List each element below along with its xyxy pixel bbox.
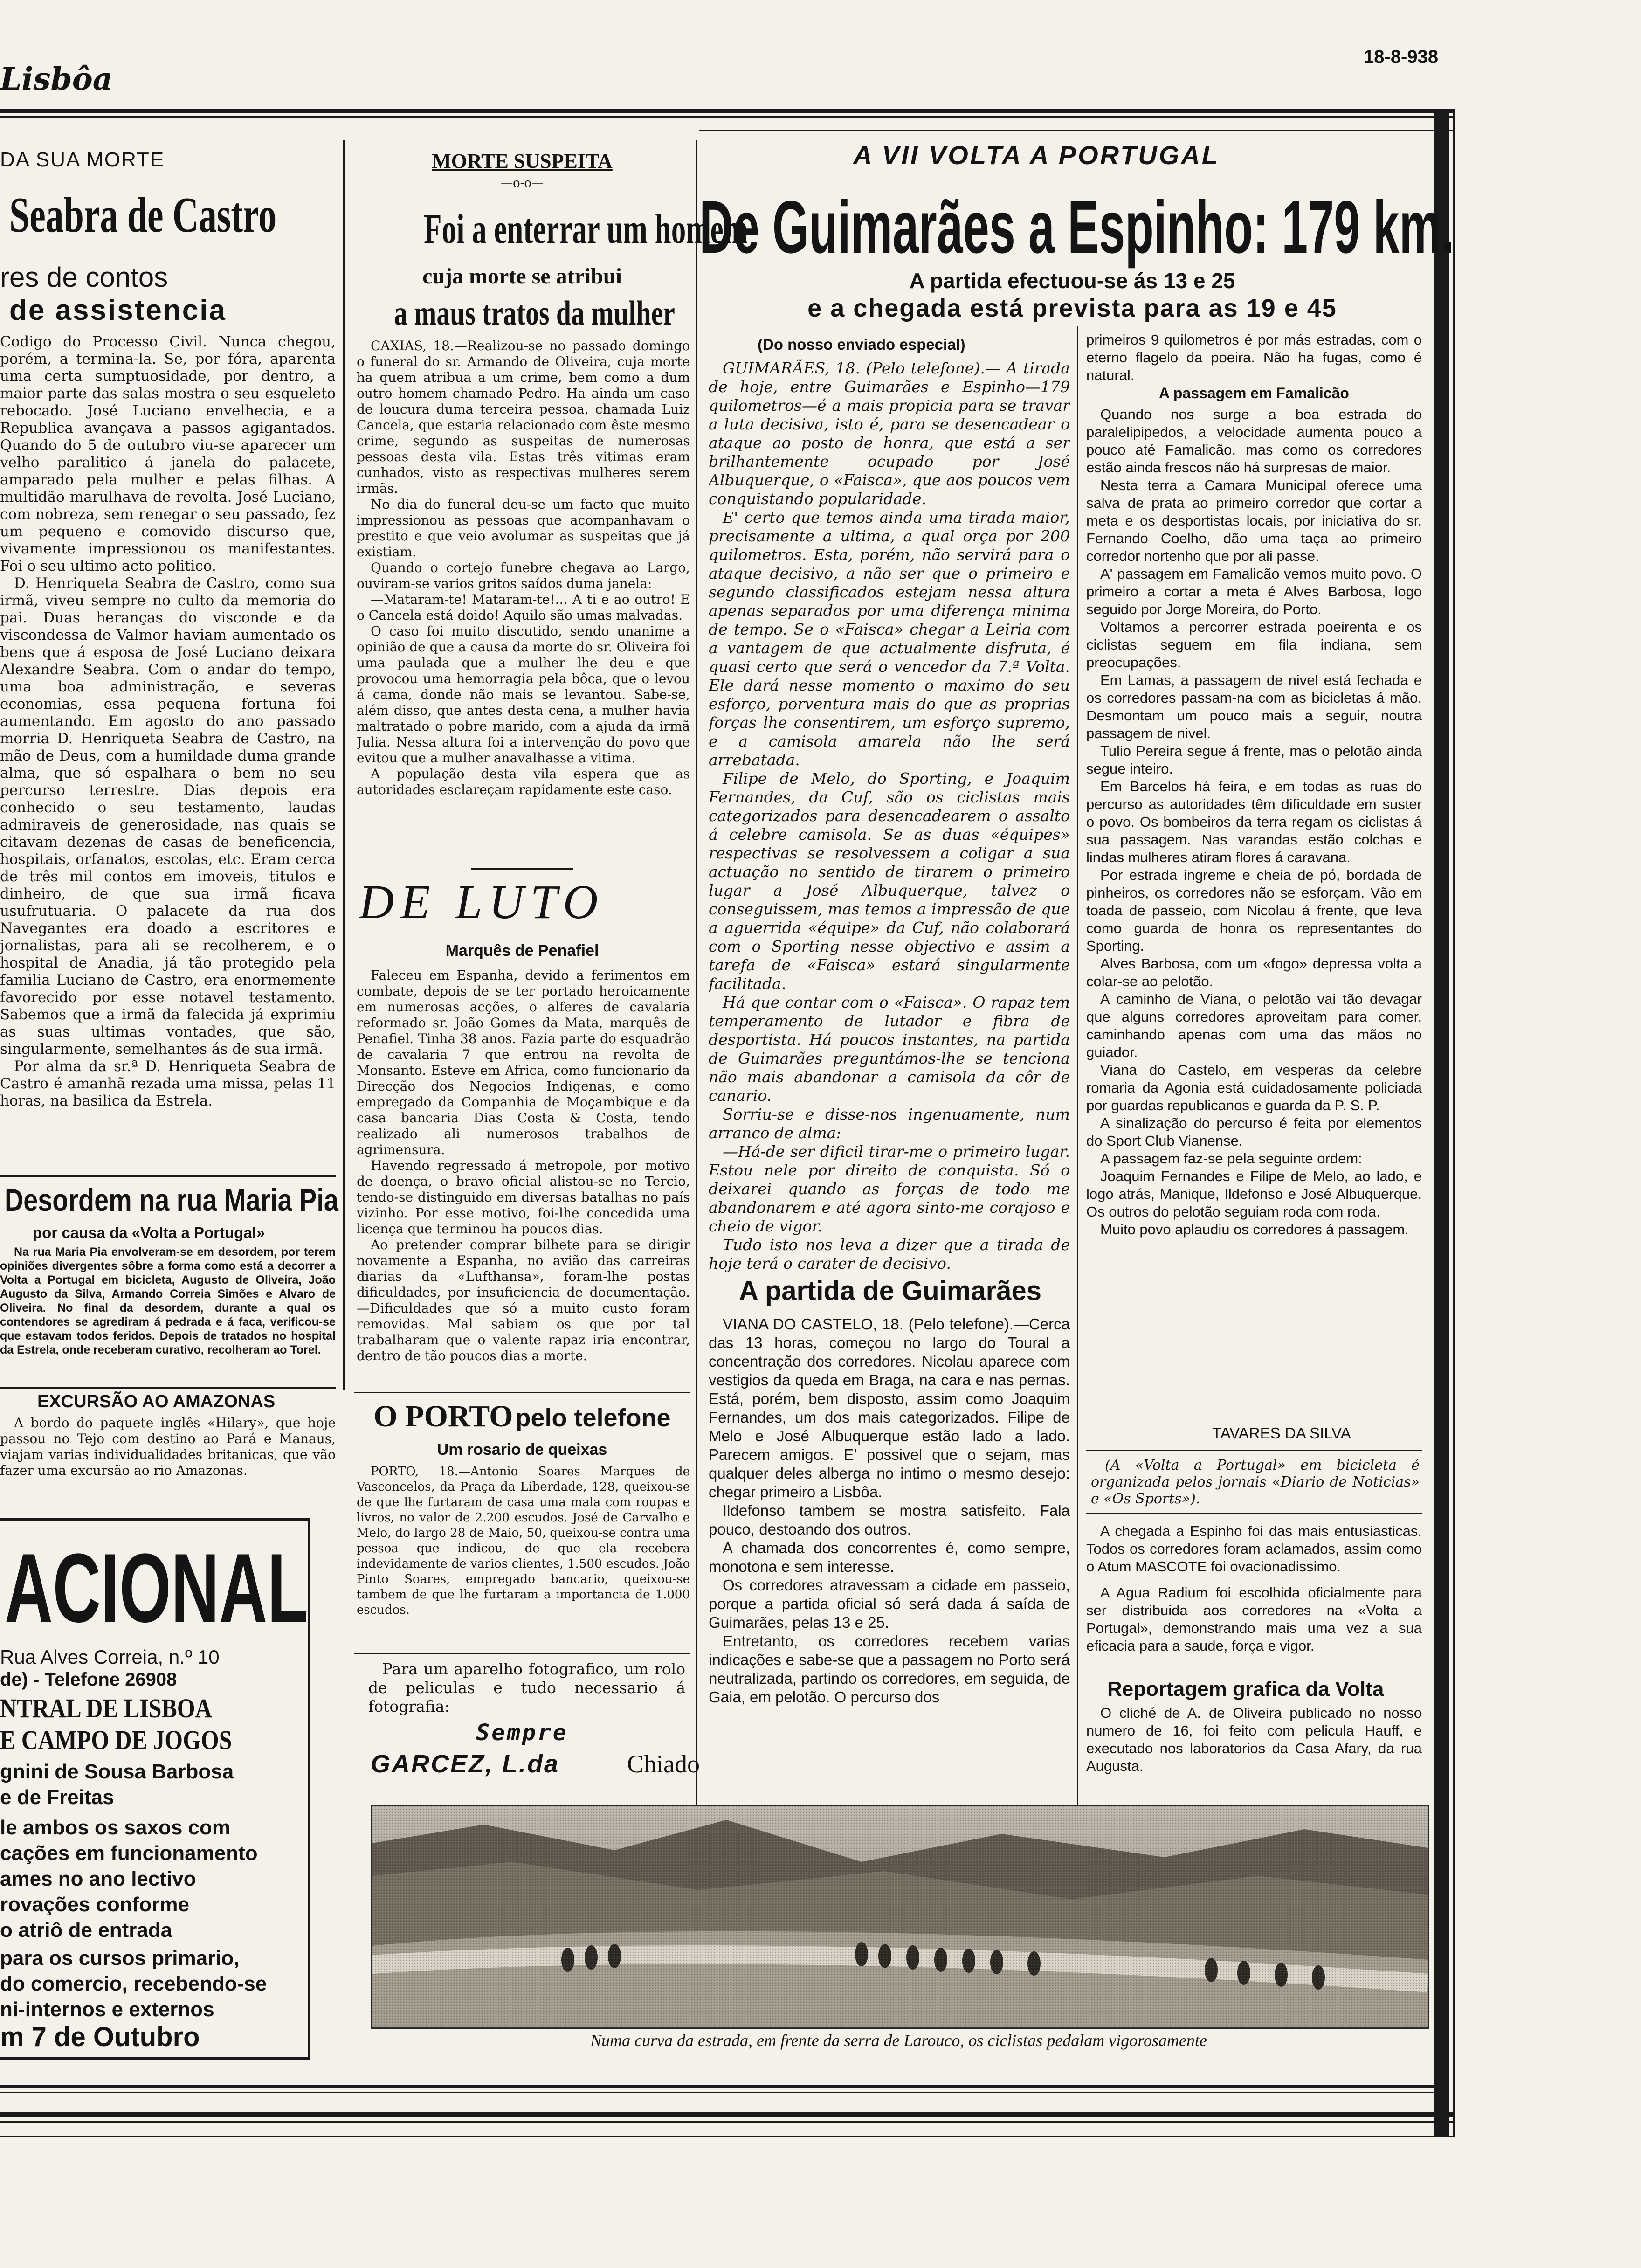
partida-paragraph: Ildefonso tambem se mostra satisfeito. Fala pouco, destoando dos outros.	[709, 1502, 1070, 1538]
porto-paragraph: PORTO, 18.—Antonio Soares Marques de Vasconcelos, da Praça da Liberdade, 128, queixou-se de que lhe furtaram de casa uma mala com roupas e livros, no valor de 2.200 escudos. José de Carvalho e Melo, do largo 28 de Maio, 50, queixou-se contra uma pessoa que indicou, de que ela recebera indevidamente de varios clientes, 1.500 escudos. João Pinto Soares, empregado bancario, queixou-se tambem de que lhe furtaram a importancia de 1.000 escudos.	[357, 1465, 690, 1617]
col1-rule-desordem	[0, 1175, 336, 1177]
volta-note-text: (A «Volta a Portugal» em bicicleta é organizada pelos jornais «Diario de Noticias» e «Os Sports»).	[1091, 1457, 1420, 1507]
ad-nacional-line: NTRAL DE LISBOA	[0, 1693, 212, 1723]
ad-nacional-line: ames no ano lectivo	[0, 1867, 196, 1890]
desordem-title: Desordem na rua Maria Pia	[5, 1182, 338, 1218]
excursao-title: EXCURSÃO AO AMAZONAS	[37, 1392, 276, 1411]
ad-nacional-big: ACIONAL	[5, 1533, 308, 1643]
ad-nacional-line: E CAMPO DE JOGOS	[0, 1725, 232, 1755]
volta-byline: (Do nosso enviado especial)	[758, 336, 965, 353]
famalicao-paragraph: Viana do Castelo, em vesperas da celebre romaria da Agonia está cuidadosamente policiada por guardas republicanos e guarda da P. S. P.	[1086, 1062, 1422, 1113]
col2-body	[357, 338, 690, 853]
famalicao-paragraph: A sinalização do percurso é feita por elementos do Sport Club Vianense.	[1086, 1115, 1422, 1149]
famalicao-paragraph: Voltamos a percorrer estrada poeirenta e os ciclistas seguem em fila indiana, sem preocupações.	[1086, 619, 1422, 671]
volta-paragraph-c: primeiros 9 quilometros é por más estradas, com o eterno flagelo da poeira. Não ha fugas, como é natural.	[1086, 332, 1422, 383]
bottom-rule-5	[0, 2136, 1455, 2137]
volta-signature: TAVARES DA SILVA	[1212, 1424, 1351, 1442]
masthead-name: Lisbôa	[0, 61, 113, 97]
famalicao-paragraph: Por estrada ingreme e cheia de pó, bordada de pinheiros, os corredores não se esforçam. Vão em toada de passeio, com Nicolau á frente, que leva como guarda de honra os representantes do Sporting.	[1086, 867, 1422, 954]
partida-paragraph: Os corredores atravessam a cidade em passeio, porque a partida oficial só será dada á saída de Guimarães, pelas 13 e 25.	[709, 1577, 1070, 1631]
volta-body-col-a	[709, 359, 1070, 1273]
col2-paragraph: —Mataram-te! Mataram-te!... A ti e ao outro! E o Cancela está doido! Aquilo são umas malvadas.	[357, 592, 690, 623]
ad-nacional-line: do comercio, recebendo-se	[0, 1972, 267, 1995]
garcez-rule-top	[354, 1653, 690, 1654]
col2-paragraph: O caso foi muito discutido, sendo unanime a opinião de que a causa da morte do sr. Oliveira foi uma paulada que a mulher lhe deu e que provocou uma hemorragia pela bôca, que o levou á cama, donde não mais se levantou. Sabe-se, além disso, que antes desta cena, a mulher havia maltratado o pobre marido, com a ajuda da irmã Julia. Nessa altura foi a intervenção do povo que evitou que a mulher anavalhasse a vitima.	[357, 623, 690, 766]
volta-headline-text: De Guimarães a Espinho: 179 km.	[699, 185, 1455, 269]
col2-headline-2: cuja morte se atribui	[422, 264, 622, 289]
luto-title: DE LUTO	[359, 875, 605, 929]
luto-paragraph: Havendo regressado á metropole, por motivo de doença, o bravo oficial alistou-se no Tercio, tendo-se distinguido em diversas batalhas no país vizinho. Por esse motivo, foi-lhe concedida uma licença que terminou ha poucos dias.	[357, 1158, 690, 1237]
masthead-rule-under-volta	[699, 130, 1455, 131]
col1-kicker: DA SUA MORTE	[0, 148, 165, 171]
famalicao-paragraph: Joaquim Fernandes e Filipe de Melo, ao lado, e logo atrás, Manique, Ildefonso e José Albuquerque. Os outros do pelotão seguiam roda com roda.	[1086, 1168, 1422, 1220]
luto-paragraph: Ao pretender comprar bilhete para se dirigir novamente a Espanha, no avião das carreiras diarias da «Lufthansa», foram-lhe postas dificuldades, por insuficiencia de documentação.—Dificuldades que só a muito custo foram removidas. Mal sabiam os que por tal trabalharam que o valente rapaz iria encontrar, dentro de tão poucos dias a morte.	[357, 1237, 690, 1363]
famalicao-paragraph: Muito povo aplaudiu os corredores á passagem.	[1100, 1221, 1409, 1238]
photo-caption: Numa curva da estrada, em frente da serra de Larouco, os ciclistas pedalam vigorosamente	[590, 2031, 1207, 2050]
right-edge-thin-bar	[1453, 109, 1455, 2137]
garcez-ad-name: GARCEZ, L.da	[371, 1750, 560, 1778]
famalicao-paragraph: Alves Barbosa, com um «fogo» depressa volta a colar-se ao pelotão.	[1086, 955, 1422, 989]
famalicao-paragraph: A caminho de Viana, o pelotão vai tão devagar que alguns corredores aproveitam para comer, caminhando apenas com uma das mãos no guiador.	[1086, 991, 1422, 1060]
porto-body	[357, 1464, 690, 1646]
volta-body-col-b	[709, 1315, 1070, 1809]
ad-nacional-line: o atriô de entrada	[0, 1919, 172, 1942]
volta-note-rule-bottom	[1086, 1513, 1422, 1514]
desordem-body	[0, 1245, 336, 1385]
volta-paragraph: Filipe de Melo, do Sporting, e Joaquim Fernandes, da Cuf, são os ciclistas mais categorizados para desencadearem o assalto á celebre camisola. Se as duas «équipes» respectivas se resolvessem a coligar a sua actuação no sentido de tirarem o primeiro lugar a José Albuquerque, talvez o conseguissem, mas temos a impressão de que a aguerrida «équipe» da Cuf, não colaborará com o Sporting nesse objectivo e assim a tarefa de «Faisca» estará singularmente facilitada.	[709, 769, 1070, 993]
bottom-rule-4	[0, 2121, 1455, 2123]
bottom-rule-2	[0, 2092, 1436, 2093]
garcez-ad-sempre: Sempre	[476, 1720, 568, 1746]
garcez-ad-chiado: Chiado	[627, 1750, 700, 1778]
ad-nacional-line: cações em funcionamento	[0, 1842, 258, 1865]
cyclists-photo	[371, 1805, 1429, 2029]
volta-deck-2: e a chegada está prevista para as 19 e 45	[807, 294, 1337, 322]
bottom-rule-3	[0, 2112, 1455, 2117]
masthead-date: 18-8-938	[1364, 47, 1439, 67]
partida-title: A partida de Guimarães	[739, 1276, 1041, 1306]
volta-paragraph: Tudo isto nos leva a dizer que a tirada de hoje terá o carater de decisivo.	[709, 1236, 1070, 1272]
volta-body-col-d	[1086, 406, 1422, 1422]
ad-nacional-line: rovações conforme	[0, 1893, 189, 1916]
luto-body	[357, 968, 690, 1383]
right-edge-bar	[1434, 109, 1449, 2137]
famalicao-paragraph: A passagem faz-se pela seguinte ordem:	[1100, 1150, 1362, 1167]
garcez-ad-paragraph: Para um aparelho fotografico, um rolo de peliculas e tudo necessario á fotografia:	[368, 1660, 685, 1715]
cyclists-photo-illustration	[372, 1806, 1428, 2027]
col2-headline-3-text: a maus tratos da mulher	[394, 294, 675, 332]
ad-nacional-line: de) - Telefone 26908	[0, 1669, 177, 1690]
desordem-paragraph: Na rua Maria Pia envolveram-se em desordem, por terem opiniões divergentes sôbre a forma como está a decorrer a Volta a Portugal em bicicleta, Augusto de Oliveira, João Augusto da Silva, Armando Correia Simões e Alvaro de Oliveira. No final da desordem, durante a qual os contendores se agrediram á pedrada e á faca, verificou-se que estavam todos feridos. Depois de tratados no hospital da Estrela, onde receberam curativo, recolheram ao Torel.	[0, 1245, 336, 1356]
volta-body-col-c	[1086, 331, 1422, 392]
partida-paragraph: VIANA DO CASTELO, 18. (Pelo telefone).—Cerca das 13 horas, começou no largo do Toural a concentração dos corredores. Nicolau aparece com vestigios da queda em Braga, na cara e nas pernas. Está, porém, bem disposto, assim como Joaquim Fernandes, um dos mais categorizados. Filipe de Melo e José Albuquerque estão lado a lado. Parecem amigos. E' possivel que o sejam, mas qualquer deles alberga no intimo o mesmo desejo: chegar primeiro a Lisbôa.	[709, 1315, 1070, 1500]
porto-title	[354, 1399, 690, 1434]
masthead-rule-top	[0, 109, 1455, 113]
ad-nacional-line: ni-internos e externos	[0, 1998, 214, 2021]
porto-subtitle: Um rosario de queixas	[437, 1441, 607, 1459]
reportagem-body	[1086, 1704, 1422, 1784]
garcez-ad-text	[368, 1660, 685, 1721]
volta-note-rule-top	[1086, 1450, 1422, 1451]
volta-paragraph: Sorriu-se e disse-nos ingenuamente, num arranco de alma:	[709, 1105, 1070, 1142]
col1-body	[0, 333, 336, 1168]
ad-nacional-line: e de Freitas	[0, 1786, 114, 1809]
column-rule-2	[696, 140, 697, 1986]
col2-ornament: —o-o—	[500, 176, 544, 190]
col1-paragraph: Codigo do Processo Civil. Nunca chegou, porém, a termina-la. Se, por fóra, aparenta uma certa sumptuosidade, por dentro, a maior parte das salas mostra o seu esqueleto rebocado. José Luciano envelhecia, e a Republica avançava a passos agigantados. Quando do 5 de outubro viu-se aparecer um velho paralitico á janela do palacete, amparado pela mulher e pelas filhas. A multidão marulhava de revolta. José Luciano, com nobreza, sem renegar o seu passado, fez um pequeno e comovido discurso que, vivamente impressionou os manifestantes. Foi o seu ultimo acto politico.	[0, 333, 336, 574]
desordem-subtitle: por causa da «Volta a Portugal»	[33, 1224, 265, 1241]
col1-sub2: de assistencia	[9, 294, 227, 326]
partida-paragraph: Entretanto, os corredores recebem varias indicações e sabe-se que a passagem no Porto será neutralizada, partindo os corredores, em seguida, de Gaia, em pelotão. O percurso dos	[709, 1632, 1070, 1706]
col2-paragraph: Quando o cortejo funebre chegava ao Largo, ouviram-se varios gritos saídos duma janela:	[357, 560, 690, 591]
volta-paragraph: —Há-de ser dificil tirar-me o primeiro lugar. Estou nele por direito de conquista. Só o deixarei quando as forças de todo me abandonarem e até agora sinto-me corajoso e cheio de vigor.	[709, 1142, 1070, 1235]
volta-paragraph: E' certo que temos ainda uma tirada maior, precisamente a ultima, a qual orça por 200 quilometros. Esta, porém, não servirá para o ataque decisivo, a não ser que o primeiro e segundo classificados estejam nessa altura apenas separados por uma diferença minima de tempo. Se o «Faisca» chegar a Leiria com a vantagem de que actualmente disfruta, é quasi certo que será o vencedor da 7.ª Volta. Ele dará nesse momento o maximo do seu esforço, porventura mais do que as proprias forças lhe consentirem, um esforço supremo, e a camisola amarela não lhe será arrebatada.	[709, 508, 1070, 769]
luto-paragraph: Faleceu em Espanha, devido a ferimentos em combate, depois de se ter portado heroicamente em numerosas acções, o alferes de cavalaria reformado sr. João Gomes da Mata, marquês de Penafiel. Tinha 38 anos. Fazia parte do esquadrão de cavalaria 7 que entrou na revolta de Monsanto. Esteve em Africa, como funcionario da Direcção dos Negocios Indigenas, e como empregado da Companhia de Moçambique e da casa bancaria Dias Costa & Costa, tendo realizado ali numerosos trabalhos de agrimensura.	[357, 968, 690, 1157]
volta-radium-paragraph: A Agua Radium foi escolhida oficialmente para ser distribuida aos corredores na «Volta a Portugal», demonstrando mais uma vez a sua eficacia para a saude, força e vigor.	[1086, 1584, 1422, 1654]
volta-note	[1091, 1457, 1420, 1511]
masthead-rule-bottom	[0, 116, 1455, 118]
col1-title: Seabra de Castro	[9, 187, 277, 243]
col2-paragraph: A população desta vila espera que as autoridades esclareçam rapidamente este caso.	[357, 766, 690, 797]
col2-paragraph: CAXIAS, 18.—Realizou-se no passado domingo o funeral do sr. Armando de Oliveira, cuja morte ha quem atribua a um crime, bem como a dum outro homem chamado Pedro. Ha ainda um caso de loucura duma terceira pessoa, chamada Luiz Cancela, que estaria relacionado com êste mesmo crime, segundo as suspeitas de numerosas pessoas desta vila. Estas três vitimas eram cunhados, visto as respectivas mulheres serem irmãs.	[357, 338, 690, 496]
ad-nacional-line: Rua Alves Correia, n.º 10	[0, 1646, 220, 1668]
col2-headline-1	[354, 205, 748, 253]
ad-nacional-line: para os cursos primario,	[0, 1947, 240, 1970]
bottom-rule-1	[0, 2085, 1436, 2088]
col1-sub1: res de contos	[0, 262, 168, 293]
volta-chegada-paragraph: A chegada a Espinho foi das mais entusiasticas. Todos os corredores foram aclamados, assim como o Atum MASCOTE foi ovacionadissimo.	[1086, 1523, 1422, 1575]
col2-kicker: MORTE SUSPEITA	[432, 150, 613, 173]
porto-title-b: pelo telefone	[515, 1404, 671, 1432]
famalicao-paragraph: Tulio Pereira segue á frente, mas o pelotão ainda segue inteiro.	[1086, 743, 1422, 777]
excursao-body	[0, 1415, 336, 1508]
luto-ornament-rule	[471, 868, 573, 870]
famalicao-title: A passagem em Famalicão	[1159, 385, 1349, 401]
famalicao-paragraph: Nesta terra a Camara Municipal oferece uma salva de prata ao primeiro corredor que cortar a meta e os desportistas locais, por iniciativa do sr. Fernando Coelho, dão uma taça ao primeiro corredor nortenho que por ali passe.	[1086, 477, 1422, 564]
col1-paragraph: Por alma da sr.ª D. Henriqueta Seabra de Castro é amanhã rezada uma missa, pelas 11 horas, na basilica da Estrela.	[0, 1058, 336, 1109]
column-rule-1	[343, 140, 345, 1390]
volta-headline	[699, 184, 1455, 277]
col1-paragraph: D. Henriqueta Seabra de Castro, como sua irmã, viveu sempre no culto da memoria do pai. Duas heranças do visconde e da viscondessa de Valmor haviam aumentado os bens que á esposa de José Luciano deixara Alexandre Seabra. Com o andar do tempo, uma boa administração, e severas economias, essa pequena fortuna foi aumentando. Em agosto do ano passado morria D. Henriqueta Seabra de Castro, na mão de Deus, com a humildade duma grande alma, que só espalhara o bem no seu percurso terrestre. Dias depois era conhecido o seu testamento, laudas admiraveis de generosidade, nas quais se citavam dezenas de casas de beneficencia, hospitais, orfanatos, escolas, etc. Eram cerca de três mil contos em imoveis, titulos e dinheiro, de que sua irmã ficava usufrutuaria. O palacete da rua dos Navegantes era doado a escritores e jornalistas, para ali se recolherem, e o hospital de Anadia, já tão protegido pela familia Luciano de Castro, era enormemente favorecido por esse notavel testamento. Sabemos que a irmã da falecida já exprimiu as suas ultimas vontades, que são, singularmente, semelhantes ás de sua irmã.	[0, 575, 336, 1058]
col2-headline-1-text: Foi a enterrar um homem	[423, 206, 748, 252]
reportagem-title: Reportagem grafica da Volta	[1107, 1678, 1384, 1701]
col1-rule-excursao	[0, 1387, 336, 1389]
famalicao-paragraph: A' passagem em Famalicão vemos muito povo. O primeiro a cortar a meta é Alves Barbosa, logo seguido por Jorge Moreira, do Porto.	[1086, 566, 1422, 617]
ad-nacional-line: m 7 de Outubro	[0, 2022, 200, 2052]
volta-paragraph: GUIMARÃES, 18. (Pelo telefone).— A tirada de hoje, entre Guimarães e Espinho—179 quilometros—é a mais propicia para se travar a luta decisiva, isto é, para se desencadear o ataque ao posto de honra, que está a ser brilhantemente ocupado por José Albuquerque, o «Faisca», que aos poucos vem conquistando popularidade.	[709, 359, 1070, 508]
volta-paragraph: Há que contar com o «Faisca». O rapaz tem temperamento de lutador e fibra de desportista. Há poucos instantes, na partida de Guimarães preguntámos-lhe se tenciona não mais abandonar a camisola da côr de canario.	[709, 993, 1070, 1105]
porto-title-a: O PORTO	[373, 1399, 513, 1433]
luto-subtitle: Marquês de Penafiel	[445, 942, 599, 960]
ad-nacional-line: le ambos os saxos com	[0, 1816, 230, 1839]
col2-paragraph: No dia do funeral deu-se um facto que muito impressionou as pessoas que acompanhavam o prestito e que veio avolumar as suspeitas que já existiam.	[357, 497, 690, 560]
column-rule-3	[1077, 326, 1078, 1842]
volta-kicker: A VII VOLTA A PORTUGAL	[853, 140, 1220, 170]
partida-paragraph: A chamada dos concorrentes é, como sempre, monotona e sem interesse.	[709, 1539, 1070, 1575]
col2-headline-3	[354, 294, 690, 333]
volta-deck-1: A partida efectuou-se ás 13 e 25	[909, 269, 1235, 293]
famalicao-paragraph: Em Lamas, a passagem de nivel está fechada e os corredores passam-na com as bicicletas á mão. Desmontam um pouco mais a seguir, noutra passagem de nivel.	[1086, 672, 1422, 741]
famalicao-paragraph: Em Barcelos há feira, e em todas as ruas do percurso as autoridades têm dificuldade em suster o povo. Os bombeiros da terra regam os ciclistas á sua passagem. Nas varandas estão colchas e lindas mulheres atiram flores á caravana.	[1086, 778, 1422, 865]
reportagem-paragraph: O cliché de A. de Oliveira publicado no nosso numero de 16, foi feito com pelicula Hauff, e executado nos laboratorios da Casa Afary, da rua Augusta.	[1086, 1705, 1422, 1774]
porto-rule-top	[354, 1392, 690, 1393]
excursao-paragraph: A bordo do paquete inglês «Hilary», que hoje passou no Tejo com destino ao Pará e Manaus, viajam varias individualidades britanicas, que vão fazer uma excursão ao rio Amazonas.	[0, 1415, 336, 1478]
ad-nacional-line: gnini de Sousa Barbosa	[0, 1760, 234, 1783]
famalicao-paragraph: Quando nos surge a boa estrada do paralelipipedos, a velocidade aumenta pouco a pouco até Famalicão, mas como os corredores estão ainda frescos não há surpresas de maior.	[1086, 406, 1422, 476]
volta-body-col-e	[1086, 1522, 1422, 1676]
